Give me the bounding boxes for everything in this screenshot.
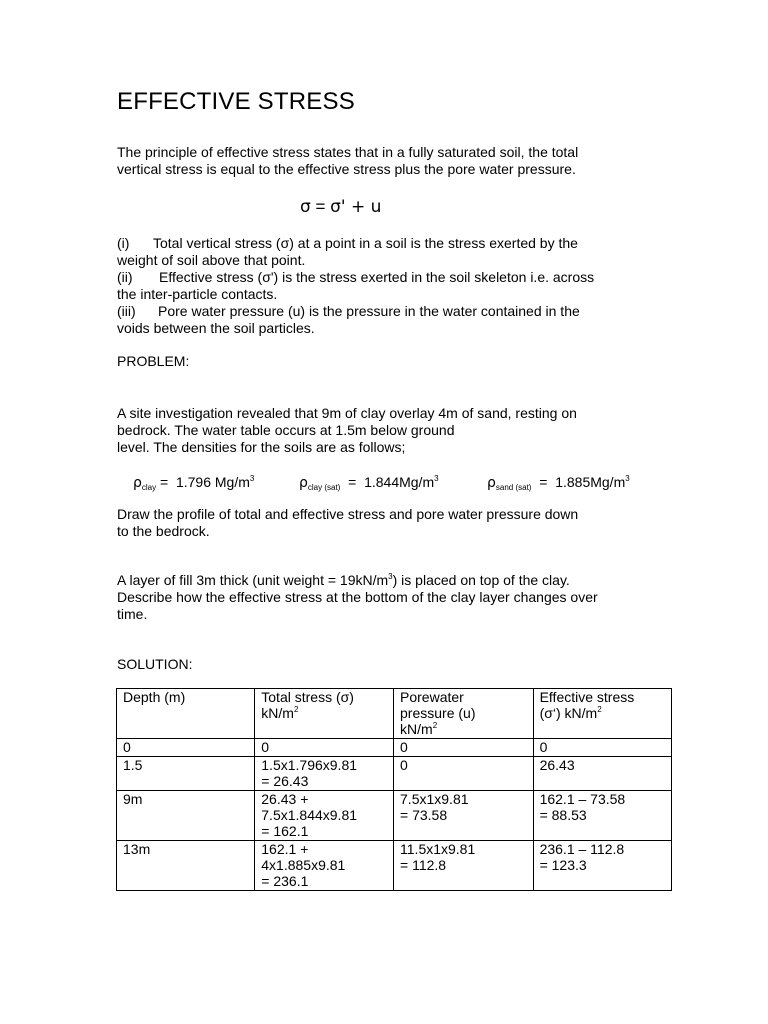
cell-total-stress	[255, 841, 394, 891]
stress-results-table-body	[117, 689, 672, 891]
cell-effective-stress	[533, 791, 671, 841]
problem-p3-line-1-start: A layer of fill 3m thick (unit weight = 19kN/m	[117, 572, 389, 588]
cell-depth	[117, 757, 255, 791]
cell-line: 0	[539, 739, 548, 755]
intro-line-1: The principle of effective stress states that in a fully saturated soil, the total	[117, 144, 579, 160]
intro-paragraph	[117, 144, 657, 178]
definition-iii-number: (iii)	[117, 303, 136, 319]
header-total-stress	[255, 689, 394, 739]
rho-symbol: ρ	[133, 475, 142, 491]
definition-iii-line-1	[117, 303, 657, 320]
cell-line: 236.1 – 112.8	[539, 841, 625, 857]
cell-line: 7.5x1.844x9.81	[261, 807, 358, 823]
problem-p1-line-3: level. The densities for the soils are as follows;	[117, 439, 406, 455]
density-clay-sat-subscript: clay (sat)	[307, 483, 341, 492]
header-porewater-unit: kN/m	[400, 721, 433, 737]
rho-symbol: ρ	[487, 475, 496, 491]
header-total-stress-unit-exponent: 2	[293, 705, 299, 714]
density-clay-unit-exponent: 3	[249, 474, 255, 483]
page-title: EFFECTIVE STRESS	[117, 88, 355, 115]
cell-porewater-pressure	[394, 791, 534, 841]
table-row	[117, 739, 672, 757]
header-effective-stress-unit: (σ‘) kN/m	[539, 705, 598, 721]
problem-paragraph-3	[117, 572, 657, 623]
definition-i-text: Total vertical stress (σ) at a point in a soil is the stress exerted by the	[153, 235, 578, 251]
definitions-list	[117, 235, 657, 337]
formula-rhs: σ' + u	[330, 197, 382, 217]
cell-line: 162.1 +	[261, 841, 309, 857]
cell-porewater-pressure	[394, 757, 534, 791]
density-clay-subscript: clay	[141, 483, 157, 492]
formula-lhs: σ	[300, 197, 311, 217]
cell-effective-stress	[533, 757, 671, 791]
cell-porewater-pressure	[394, 841, 534, 891]
problem-p1-line-2: bedrock. The water table occurs at 1.5m below ground	[117, 422, 455, 438]
problem-paragraph-2	[117, 506, 657, 540]
cell-total-stress	[255, 757, 394, 791]
problem-paragraph-1	[117, 405, 657, 456]
cell-line: 0	[400, 757, 408, 773]
cell-line: 0	[400, 739, 408, 755]
table-header-row	[117, 689, 672, 739]
header-effective-stress-line-2	[540, 705, 665, 721]
cell-porewater-pressure	[394, 739, 534, 757]
cell-line: 26.43	[539, 757, 575, 773]
cell-line: 1.5x1.796x9.81	[261, 757, 358, 773]
density-sand-sat-unit-exponent: 3	[625, 474, 630, 483]
cell-effective-stress	[533, 739, 671, 757]
density-clay-sat	[299, 470, 439, 496]
density-sand-sat-value: = 1.885Mg/m	[531, 474, 626, 490]
cell-line: = 162.1	[261, 823, 309, 839]
effective-stress-formula	[300, 197, 381, 217]
definition-i-number: (i)	[117, 235, 130, 251]
density-clay-sat-value: = 1.844Mg/m	[340, 474, 435, 490]
definition-ii-line-2: the inter-particle contacts.	[117, 286, 278, 302]
cell-line: = 236.1	[261, 873, 309, 889]
header-total-stress-unit: kN/m	[261, 705, 294, 721]
definition-i-line-1	[117, 235, 657, 252]
density-sand-sat-subscript: sand (sat)	[495, 483, 532, 492]
unit-weight-exponent: 3	[388, 572, 393, 581]
stress-results-table	[116, 688, 672, 891]
problem-p1-line-1: A site investigation revealed that 9m of clay overlay 4m of sand, resting on	[117, 405, 577, 421]
header-depth-line-1: Depth (m)	[123, 689, 186, 705]
definition-iii-text: Pore water pressure (u) is the pressure in the water contained in the	[158, 303, 580, 319]
cell-depth	[117, 739, 255, 757]
table-row	[117, 841, 672, 891]
problem-p2-line-2: to the bedrock.	[117, 523, 210, 539]
density-clay-sat-unit-exponent: 3	[434, 474, 439, 483]
cell-line: 0	[123, 739, 131, 755]
cell-total-stress	[255, 791, 394, 841]
header-total-stress-line-2	[261, 705, 387, 721]
intro-line-2: vertical stress is equal to the effective stress plus the pore water pressure.	[117, 161, 576, 177]
header-porewater-line-3	[400, 721, 527, 737]
cell-line: 11.5x1x9.81	[400, 841, 476, 857]
problem-p3-line-2: Describe how the effective stress at the bottom of the clay layer changes over	[117, 589, 598, 605]
problem-p3-line-1	[117, 572, 657, 589]
cell-depth	[117, 841, 255, 891]
cell-line: 9m	[123, 791, 143, 807]
header-effective-stress-unit-exponent: 2	[597, 705, 602, 714]
definition-ii-line-1	[117, 269, 657, 286]
header-porewater-line-1: Porewater	[400, 689, 464, 705]
cell-line: 1.5	[123, 757, 143, 773]
cell-line: = 123.3	[539, 857, 587, 873]
cell-line: 0	[261, 739, 270, 755]
header-effective-stress-line-1: Effective stress	[539, 689, 635, 705]
cell-line: 26.43 +	[261, 791, 309, 807]
cell-line: = 88.53	[539, 807, 587, 823]
definition-ii-number: (ii)	[117, 269, 133, 285]
definition-ii-text: Effective stress (σ') is the stress exerted in the soil skeleton i.e. across	[159, 269, 595, 285]
cell-effective-stress	[533, 841, 671, 891]
header-total-stress-line-1: Total stress (σ)	[261, 689, 354, 705]
cell-line: 7.5x1x9.81	[400, 791, 469, 807]
formula-equals: =	[310, 197, 331, 216]
header-depth	[117, 689, 255, 739]
cell-total-stress	[255, 739, 394, 757]
header-effective-stress	[533, 689, 671, 739]
cell-line: 13m	[123, 841, 151, 857]
cell-line: = 112.8	[400, 857, 447, 873]
cell-line: = 26.43	[261, 773, 309, 789]
header-porewater-line-2: pressure (u)	[400, 705, 476, 721]
density-clay	[133, 470, 254, 496]
cell-line: = 73.58	[400, 807, 448, 823]
cell-depth	[117, 791, 255, 841]
problem-heading: PROBLEM:	[117, 353, 190, 369]
definition-i-line-2: weight of soil above that point.	[117, 252, 306, 268]
solution-heading: SOLUTION:	[117, 656, 193, 672]
cell-line: 4x1.885x9.81	[261, 857, 346, 873]
density-clay-value: = 1.796 Mg/m	[156, 474, 250, 490]
table-row	[117, 791, 672, 841]
header-porewater-pressure	[394, 689, 534, 739]
definition-iii-line-2: voids between the soil particles.	[117, 320, 315, 336]
header-porewater-unit-exponent: 2	[432, 721, 438, 730]
problem-p3-line-1-end: ) is placed on top of the clay.	[392, 572, 570, 588]
problem-p3-line-3: time.	[117, 606, 148, 622]
density-sand-sat	[487, 470, 630, 496]
problem-p2-line-1: Draw the profile of total and effective stress and pore water pressure down	[117, 506, 579, 522]
cell-line: 162.1 – 73.58	[539, 791, 626, 807]
table-row	[117, 757, 672, 791]
rho-symbol: ρ	[299, 475, 308, 491]
